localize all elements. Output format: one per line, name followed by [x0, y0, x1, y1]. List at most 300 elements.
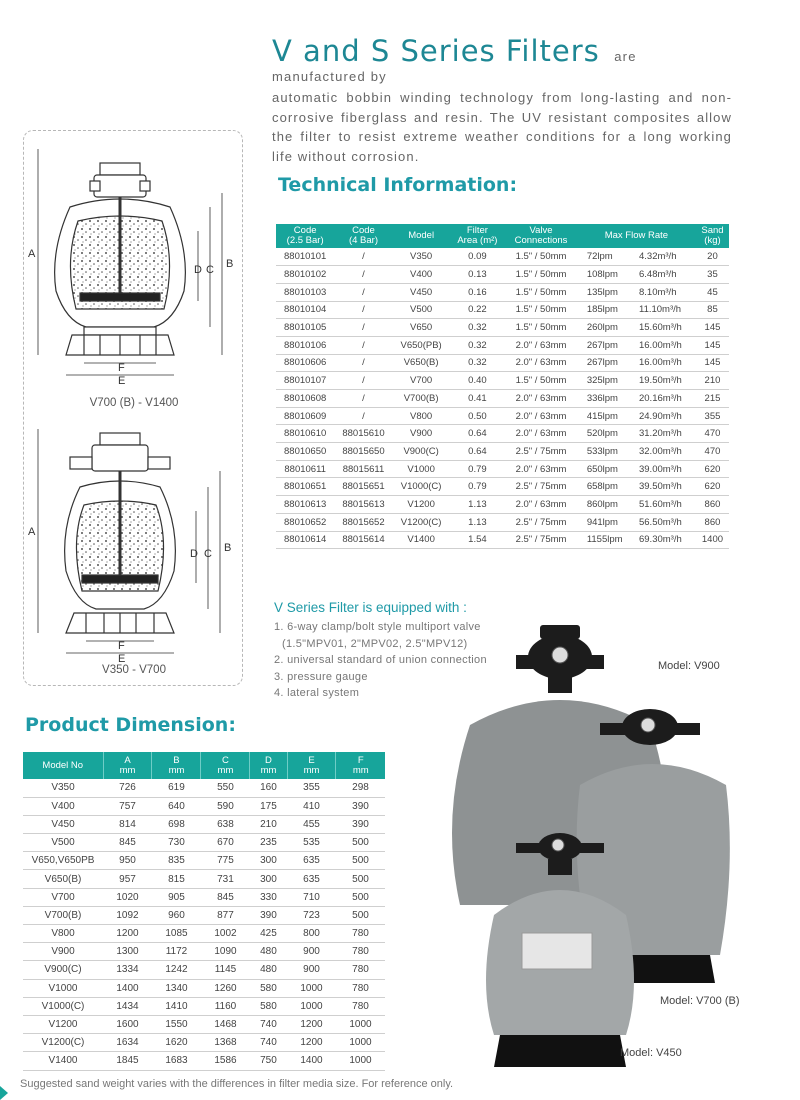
table-cell: 1845: [103, 1052, 152, 1070]
table-cell: 860: [696, 513, 729, 531]
table-cell: 160: [250, 779, 287, 797]
technical-header-cell: Max Flow Rate: [577, 224, 696, 248]
table-cell: V400: [393, 266, 450, 284]
table-cell: 145: [696, 319, 729, 337]
dim-label-d: D: [190, 548, 198, 560]
table-cell: V500: [23, 834, 103, 852]
table-cell: 941lpm: [577, 513, 637, 531]
table-cell: 470: [696, 443, 729, 461]
table-cell: 780: [336, 997, 385, 1015]
table-cell: 0.79: [450, 478, 506, 496]
table-row: [23, 1034, 385, 1052]
diagram-caption-top: V700 (B) - V1400: [89, 397, 179, 409]
table-cell: V650(B): [23, 870, 103, 888]
table-cell: V450: [23, 815, 103, 833]
table-cell: 355: [287, 779, 336, 797]
table-cell: 1000: [336, 1034, 385, 1052]
table-cell: 390: [250, 906, 287, 924]
dimension-header-name: Model No: [42, 759, 84, 771]
table-cell: 410: [287, 797, 336, 815]
table-cell: 39.50m³/h: [637, 478, 696, 496]
table-row: [23, 834, 385, 852]
page-title: V and S Series Filters: [272, 34, 600, 68]
table-row: [276, 531, 729, 549]
table-cell: 20: [696, 248, 729, 266]
table-cell: V700(B): [23, 906, 103, 924]
table-cell: 500: [336, 834, 385, 852]
features-title: V Series Filter is equipped with :: [274, 600, 467, 615]
table-cell: 635: [287, 870, 336, 888]
table-cell: 1468: [201, 1015, 250, 1033]
table-cell: 1155lpm: [577, 531, 637, 549]
table-cell: 726: [103, 779, 152, 797]
table-cell: 1200: [287, 1015, 336, 1033]
table-cell: 619: [152, 779, 201, 797]
table-row: [23, 961, 385, 979]
table-cell: 88015652: [334, 513, 392, 531]
table-cell: 1172: [152, 943, 201, 961]
table-cell: 730: [152, 834, 201, 852]
table-cell: 1.5" / 50mm: [505, 319, 577, 337]
table-cell: 88010106: [276, 336, 334, 354]
table-cell: 88010652: [276, 513, 334, 531]
technical-header-cell: Valve Connections: [505, 224, 577, 248]
table-cell: 860: [696, 496, 729, 514]
table-cell: 235: [250, 834, 287, 852]
table-row: [23, 797, 385, 815]
feature-item: 2. universal standard of union connection: [274, 654, 487, 667]
table-cell: 88010610: [276, 425, 334, 443]
dimension-header-unit: mm: [352, 764, 369, 776]
table-cell: 135lpm: [577, 283, 637, 301]
table-cell: V1200(C): [393, 513, 450, 531]
table-cell: /: [334, 301, 392, 319]
table-cell: 2.5" / 75mm: [505, 513, 577, 531]
table-cell: 1.5" / 50mm: [505, 266, 577, 284]
table-cell: 2.0" / 63mm: [505, 496, 577, 514]
table-cell: 2.0" / 63mm: [505, 354, 577, 372]
table-cell: V400: [23, 797, 103, 815]
table-cell: 1.5" / 50mm: [505, 248, 577, 266]
dimension-header-cell: [103, 752, 152, 779]
table-cell: 0.22: [450, 301, 506, 319]
table-cell: /: [334, 283, 392, 301]
table-cell: V500: [393, 301, 450, 319]
table-cell: 550: [201, 779, 250, 797]
table-cell: 1000: [287, 997, 336, 1015]
table-cell: 670: [201, 834, 250, 852]
table-cell: /: [334, 372, 392, 390]
dim-label-e: E: [118, 653, 126, 665]
table-cell: 780: [336, 979, 385, 997]
table-cell: 267lpm: [577, 354, 637, 372]
table-cell: 1.13: [450, 513, 506, 531]
table-row: [276, 478, 729, 496]
dimension-header-name: A: [124, 754, 131, 766]
table-cell: 815: [152, 870, 201, 888]
table-cell: 620: [696, 460, 729, 478]
table-cell: V1000(C): [23, 997, 103, 1015]
model-label-v450: Model: V450: [620, 1047, 682, 1059]
table-cell: 0.32: [450, 354, 506, 372]
table-cell: 88010614: [276, 531, 334, 549]
table-row: [276, 513, 729, 531]
table-cell: V700: [23, 888, 103, 906]
table-cell: 2.5" / 75mm: [505, 443, 577, 461]
table-cell: 640: [152, 797, 201, 815]
table-row: [276, 266, 729, 284]
table-cell: 31.20m³/h: [637, 425, 696, 443]
table-cell: V450: [393, 283, 450, 301]
table-row: [23, 888, 385, 906]
table-cell: 1200: [287, 1034, 336, 1052]
table-cell: 2.5" / 75mm: [505, 478, 577, 496]
table-cell: 425: [250, 925, 287, 943]
table-cell: V1000(C): [393, 478, 450, 496]
table-cell: 1434: [103, 997, 152, 1015]
table-cell: 698: [152, 815, 201, 833]
table-cell: 88015613: [334, 496, 392, 514]
table-cell: 1.5" / 50mm: [505, 372, 577, 390]
table-cell: V1400: [23, 1052, 103, 1070]
dim-label-c: C: [204, 548, 212, 560]
table-cell: 415lpm: [577, 407, 637, 425]
table-cell: 2.0" / 63mm: [505, 390, 577, 408]
dimension-table: [23, 752, 385, 1071]
feature-item: 4. lateral system: [274, 687, 360, 700]
table-cell: 2.0" / 63mm: [505, 336, 577, 354]
table-cell: 780: [336, 925, 385, 943]
table-cell: 835: [152, 852, 201, 870]
table-cell: 535: [287, 834, 336, 852]
table-cell: 500: [336, 888, 385, 906]
table-cell: 1000: [287, 979, 336, 997]
table-cell: 0.32: [450, 319, 506, 337]
table-cell: /: [334, 248, 392, 266]
dim-label-f: F: [118, 640, 125, 652]
table-cell: 0.64: [450, 425, 506, 443]
table-cell: 757: [103, 797, 152, 815]
table-row: [276, 283, 729, 301]
table-cell: 88015650: [334, 443, 392, 461]
table-cell: 740: [250, 1034, 287, 1052]
table-row: [23, 979, 385, 997]
table-cell: 1002: [201, 925, 250, 943]
table-cell: 88015651: [334, 478, 392, 496]
table-cell: 0.09: [450, 248, 506, 266]
table-cell: V650(B): [393, 354, 450, 372]
table-cell: 1.5" / 50mm: [505, 283, 577, 301]
table-cell: V1200(C): [23, 1034, 103, 1052]
table-cell: 35: [696, 266, 729, 284]
table-cell: 88010651: [276, 478, 334, 496]
table-row: [23, 906, 385, 924]
table-cell: V350: [23, 779, 103, 797]
intro-lead: are manufactured by: [272, 49, 637, 84]
table-cell: 88010105: [276, 319, 334, 337]
table-cell: 210: [250, 815, 287, 833]
dim-label-e: E: [118, 375, 126, 387]
table-cell: 15.60m³/h: [637, 319, 696, 337]
table-cell: 658lpm: [577, 478, 637, 496]
table-cell: 336lpm: [577, 390, 637, 408]
table-cell: 330: [250, 888, 287, 906]
table-cell: 260lpm: [577, 319, 637, 337]
table-cell: V1000: [393, 460, 450, 478]
table-cell: 1145: [201, 961, 250, 979]
table-cell: 88010611: [276, 460, 334, 478]
table-cell: V1200: [393, 496, 450, 514]
table-cell: 500: [336, 852, 385, 870]
table-cell: 650lpm: [577, 460, 637, 478]
table-row: [23, 870, 385, 888]
table-cell: 1.5" / 50mm: [505, 301, 577, 319]
table-row: [276, 407, 729, 425]
table-cell: V800: [23, 925, 103, 943]
technical-header-cell: Code (2.5 Bar): [276, 224, 334, 248]
dimension-header-name: B: [173, 754, 180, 766]
table-cell: 16.00m³/h: [637, 336, 696, 354]
table-cell: 0.79: [450, 460, 506, 478]
table-cell: V1400: [393, 531, 450, 549]
technical-header-row: [276, 224, 729, 248]
dimension-header-cell: [336, 752, 385, 779]
dim-label-b: B: [224, 542, 232, 554]
table-cell: 88010650: [276, 443, 334, 461]
table-row: [23, 779, 385, 797]
table-cell: 39.00m³/h: [637, 460, 696, 478]
diagram-bottom: [38, 429, 220, 653]
table-cell: /: [334, 266, 392, 284]
table-cell: 1400: [696, 531, 729, 549]
technical-heading: Technical Information:: [278, 174, 518, 196]
table-cell: 1090: [201, 943, 250, 961]
table-cell: 11.10m³/h: [637, 301, 696, 319]
table-cell: 300: [250, 852, 287, 870]
feature-item: 1. 6-way clamp/bolt style multiport valve: [274, 621, 481, 633]
table-row: [276, 443, 729, 461]
dimension-header-name: F: [357, 754, 364, 766]
table-cell: 390: [336, 815, 385, 833]
dimension-header-name: D: [265, 754, 272, 766]
table-cell: 88015610: [334, 425, 392, 443]
table-cell: 814: [103, 815, 152, 833]
table-cell: 72lpm: [577, 248, 637, 266]
table-cell: 69.30m³/h: [637, 531, 696, 549]
model-label-v900: Model: V900: [658, 660, 720, 672]
table-cell: 2.5" / 75mm: [505, 531, 577, 549]
table-cell: 900: [287, 961, 336, 979]
table-cell: 860lpm: [577, 496, 637, 514]
table-row: [276, 248, 729, 266]
table-row: [276, 372, 729, 390]
table-cell: 300: [250, 870, 287, 888]
table-cell: 1.13: [450, 496, 506, 514]
table-cell: 215: [696, 390, 729, 408]
table-cell: V650: [393, 319, 450, 337]
table-cell: 88010101: [276, 248, 334, 266]
table-cell: 145: [696, 354, 729, 372]
table-cell: 108lpm: [577, 266, 637, 284]
table-cell: 731: [201, 870, 250, 888]
table-cell: 45: [696, 283, 729, 301]
technical-header-cell: Code (4 Bar): [334, 224, 392, 248]
table-cell: 1000: [336, 1052, 385, 1070]
table-cell: 0.50: [450, 407, 506, 425]
table-cell: 500: [336, 906, 385, 924]
technical-header-cell: Filter Area (m²): [450, 224, 506, 248]
table-cell: V1000: [23, 979, 103, 997]
table-cell: 1400: [287, 1052, 336, 1070]
table-cell: 6.48m³/h: [637, 266, 696, 284]
table-cell: 1300: [103, 943, 152, 961]
dimension-header-cell: [23, 752, 103, 779]
table-cell: 800: [287, 925, 336, 943]
table-row: [276, 354, 729, 372]
table-cell: V900(C): [23, 961, 103, 979]
dimension-header-row: [23, 752, 385, 779]
table-cell: 2.0" / 63mm: [505, 425, 577, 443]
table-cell: 480: [250, 961, 287, 979]
table-cell: 88010103: [276, 283, 334, 301]
table-cell: 905: [152, 888, 201, 906]
table-cell: 88010613: [276, 496, 334, 514]
intro-body: automatic bobbin winding technology from long-lasting and non-corrosive fiberglass and resin. The UV resistant composites allow the filter to resist extreme weather conditions for a long working life without corrosion.: [272, 90, 732, 164]
table-cell: 16.00m³/h: [637, 354, 696, 372]
table-row: [276, 425, 729, 443]
table-cell: 620: [696, 478, 729, 496]
table-cell: 1020: [103, 888, 152, 906]
table-cell: 0.64: [450, 443, 506, 461]
table-cell: 780: [336, 961, 385, 979]
table-cell: 0.16: [450, 283, 506, 301]
table-row: [23, 815, 385, 833]
table-cell: V650(PB): [393, 336, 450, 354]
table-cell: 845: [103, 834, 152, 852]
table-cell: 580: [250, 979, 287, 997]
dimension-header-unit: mm: [260, 764, 277, 776]
table-cell: 56.50m³/h: [637, 513, 696, 531]
table-cell: 1550: [152, 1015, 201, 1033]
table-cell: 175: [250, 797, 287, 815]
table-row: [276, 496, 729, 514]
table-cell: 88010102: [276, 266, 334, 284]
dim-label-b: B: [226, 258, 234, 270]
table-cell: 950: [103, 852, 152, 870]
table-cell: V1200: [23, 1015, 103, 1033]
filter-diagrams: [24, 131, 244, 687]
table-row: [276, 460, 729, 478]
diagram-panel: [23, 130, 243, 686]
table-cell: 520lpm: [577, 425, 637, 443]
table-cell: V900: [23, 943, 103, 961]
table-cell: 88010609: [276, 407, 334, 425]
table-cell: 88010104: [276, 301, 334, 319]
table-cell: 1400: [103, 979, 152, 997]
table-cell: 1600: [103, 1015, 152, 1033]
table-cell: 723: [287, 906, 336, 924]
table-cell: V900: [393, 425, 450, 443]
table-row: [23, 997, 385, 1015]
table-row: [276, 319, 729, 337]
table-cell: 85: [696, 301, 729, 319]
table-cell: 957: [103, 870, 152, 888]
table-cell: V650,V650PB: [23, 852, 103, 870]
table-row: [276, 390, 729, 408]
table-cell: 2.0" / 63mm: [505, 460, 577, 478]
dimension-header-unit: mm: [303, 764, 320, 776]
table-cell: 1260: [201, 979, 250, 997]
table-cell: 88010606: [276, 354, 334, 372]
table-cell: 8.10m³/h: [637, 283, 696, 301]
table-cell: 750: [250, 1052, 287, 1070]
technical-header-cell: Model: [393, 224, 450, 248]
table-cell: /: [334, 336, 392, 354]
technical-header-cell: Sand (kg): [696, 224, 729, 248]
table-cell: 1683: [152, 1052, 201, 1070]
table-cell: V900(C): [393, 443, 450, 461]
table-cell: 145: [696, 336, 729, 354]
table-cell: 1200: [103, 925, 152, 943]
table-cell: 24.90m³/h: [637, 407, 696, 425]
table-cell: 1242: [152, 961, 201, 979]
table-cell: 1085: [152, 925, 201, 943]
dimension-header-unit: mm: [119, 764, 136, 776]
table-cell: 877: [201, 906, 250, 924]
table-cell: 1000: [336, 1015, 385, 1033]
table-cell: 1160: [201, 997, 250, 1015]
table-cell: 88010107: [276, 372, 334, 390]
table-cell: 0.41: [450, 390, 506, 408]
table-cell: V700(B): [393, 390, 450, 408]
table-cell: 390: [336, 797, 385, 815]
dim-label-d: D: [194, 264, 202, 276]
dimension-heading: Product Dimension:: [25, 714, 236, 736]
table-cell: V350: [393, 248, 450, 266]
table-cell: 470: [696, 425, 729, 443]
table-cell: 480: [250, 943, 287, 961]
table-cell: 88015611: [334, 460, 392, 478]
table-cell: 88010608: [276, 390, 334, 408]
table-cell: V800: [393, 407, 450, 425]
dimension-header-cell: [250, 752, 287, 779]
table-cell: /: [334, 319, 392, 337]
diagram-top: [38, 149, 222, 375]
table-row: [23, 925, 385, 943]
table-cell: 298: [336, 779, 385, 797]
table-cell: /: [334, 390, 392, 408]
dim-label-f: F: [118, 362, 125, 374]
table-cell: /: [334, 407, 392, 425]
table-row: [23, 943, 385, 961]
table-cell: /: [334, 354, 392, 372]
dimension-header-cell: [152, 752, 201, 779]
model-label-v700b: Model: V700 (B): [660, 995, 740, 1007]
table-row: [276, 301, 729, 319]
table-cell: 1410: [152, 997, 201, 1015]
table-cell: 580: [250, 997, 287, 1015]
table-cell: 775: [201, 852, 250, 870]
feature-item: 3. pressure gauge: [274, 670, 368, 683]
table-cell: 960: [152, 906, 201, 924]
table-cell: 635: [287, 852, 336, 870]
table-cell: 185lpm: [577, 301, 637, 319]
table-row: [23, 1052, 385, 1070]
table-cell: 1334: [103, 961, 152, 979]
diagram-caption-bottom: V350 - V700: [102, 664, 166, 676]
dimension-header-cell: [201, 752, 250, 779]
corner-arrow-icon: [0, 1086, 8, 1100]
